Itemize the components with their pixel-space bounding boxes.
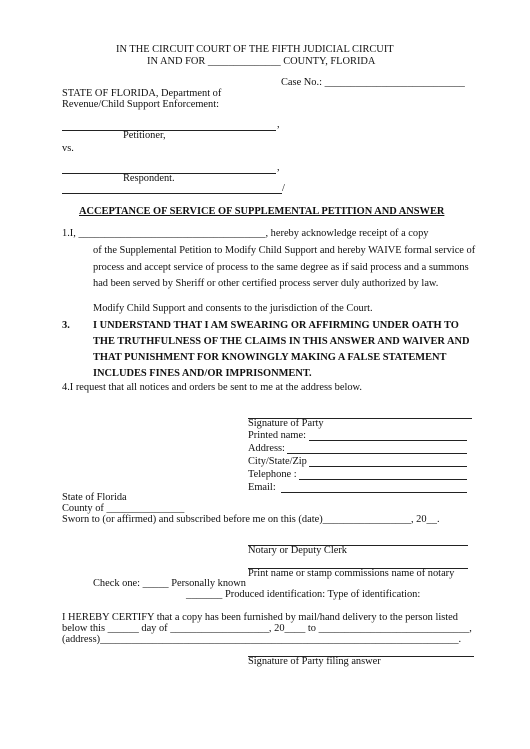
- para1-line3: process and accept service of process to the same degree as if said process and a summons: [93, 262, 469, 273]
- certify-line2: below this ______ day of ___________________, 20____ to _____________________________,: [62, 623, 472, 634]
- state-line1: STATE OF FLORIDA, Department of: [62, 88, 222, 99]
- court-heading-line2: IN AND FOR ______________ COUNTY, FLORIDA: [147, 56, 376, 67]
- email-label: Email:: [248, 482, 276, 493]
- para1-line4: had been served by Sheriff or other certified process server duly authorized by law.: [93, 278, 439, 289]
- para3-line3: THAT PUNISHMENT FOR KNOWINGLY MAKING A FALSE STATEMENT: [93, 352, 447, 363]
- email-field[interactable]: [281, 492, 467, 493]
- filing-signature-label: Signature of Party filing answer: [248, 656, 381, 667]
- notary-print-name-label: Print name or stamp commissions name of notary: [248, 568, 455, 579]
- para1-line2: of the Supplemental Petition to Modify Child Support and hereby WAIVE formal service of: [93, 245, 476, 256]
- para3-line1: I UNDERSTAND THAT I AM SWEARING OR AFFIRMING UNDER OATH TO: [93, 320, 459, 331]
- address-label: Address:: [248, 443, 285, 454]
- telephone-label: Telephone :: [248, 469, 297, 480]
- address-field[interactable]: [287, 453, 467, 454]
- notary-state: State of Florida: [62, 492, 127, 503]
- para1-line1: 1.I, ____________________________________, hereby acknowledge receipt of a copy: [62, 228, 429, 239]
- signature-label: Signature of Party: [248, 418, 324, 429]
- document-title: ACCEPTANCE OF SERVICE OF SUPPLEMENTAL PETITION AND ANSWER: [79, 206, 445, 217]
- para4-text: 4.I request that all notices and orders be sent to me at the address below.: [62, 382, 362, 393]
- city-state-zip-label: City/State/Zip: [248, 456, 307, 467]
- petitioner-name-line[interactable]: [62, 130, 276, 131]
- para3-line2: THE TRUTHFULNESS OF THE CLAIMS IN THIS ANSWER AND WAIVER AND: [93, 336, 470, 347]
- state-line2: Revenue/Child Support Enforcement:: [62, 99, 219, 110]
- printed-name-field[interactable]: [309, 440, 467, 441]
- notary-county: County of _______________: [62, 503, 185, 514]
- petitioner-label: Petitioner,: [123, 130, 166, 141]
- para3-line4: INCLUDES FINES AND/OR IMPRISONMENT.: [93, 368, 312, 379]
- notary-clerk-label: Notary or Deputy Clerk: [248, 545, 347, 556]
- case-number-field[interactable]: Case No.: ___________________________: [281, 77, 465, 88]
- vs-label: vs.: [62, 143, 74, 154]
- caption-slash: /: [282, 183, 285, 194]
- para3-number: 3.: [62, 320, 70, 331]
- printed-name-label: Printed name:: [248, 430, 307, 441]
- respondent-label: Respondent.: [123, 173, 175, 184]
- certify-line1: I HEREBY CERTIFY that a copy has been furnished by mail/hand delivery to the person listed: [62, 612, 458, 623]
- caption-closing-line: [62, 193, 282, 194]
- sworn-statement: Sworn to (or affirmed) and subscribed before me on this (date)_________________, 20__.: [62, 514, 440, 525]
- certify-address-line: (address)_____________________________________________________________________.: [62, 634, 462, 645]
- court-heading-line1: IN THE CIRCUIT COURT OF THE FIFTH JUDICIAL CIRCUIT: [116, 44, 394, 55]
- comma-1: ,: [277, 119, 280, 130]
- produced-identification[interactable]: _______ Produced identification: Type of identification:: [186, 589, 421, 600]
- check-one-personally-known[interactable]: Check one: _____ Personally known: [93, 578, 246, 589]
- city-state-zip-field[interactable]: [309, 466, 467, 467]
- para2-text: Modify Child Support and consents to the jurisdiction of the Court.: [93, 303, 373, 314]
- telephone-field[interactable]: [299, 479, 467, 480]
- comma-2: ,: [277, 162, 280, 173]
